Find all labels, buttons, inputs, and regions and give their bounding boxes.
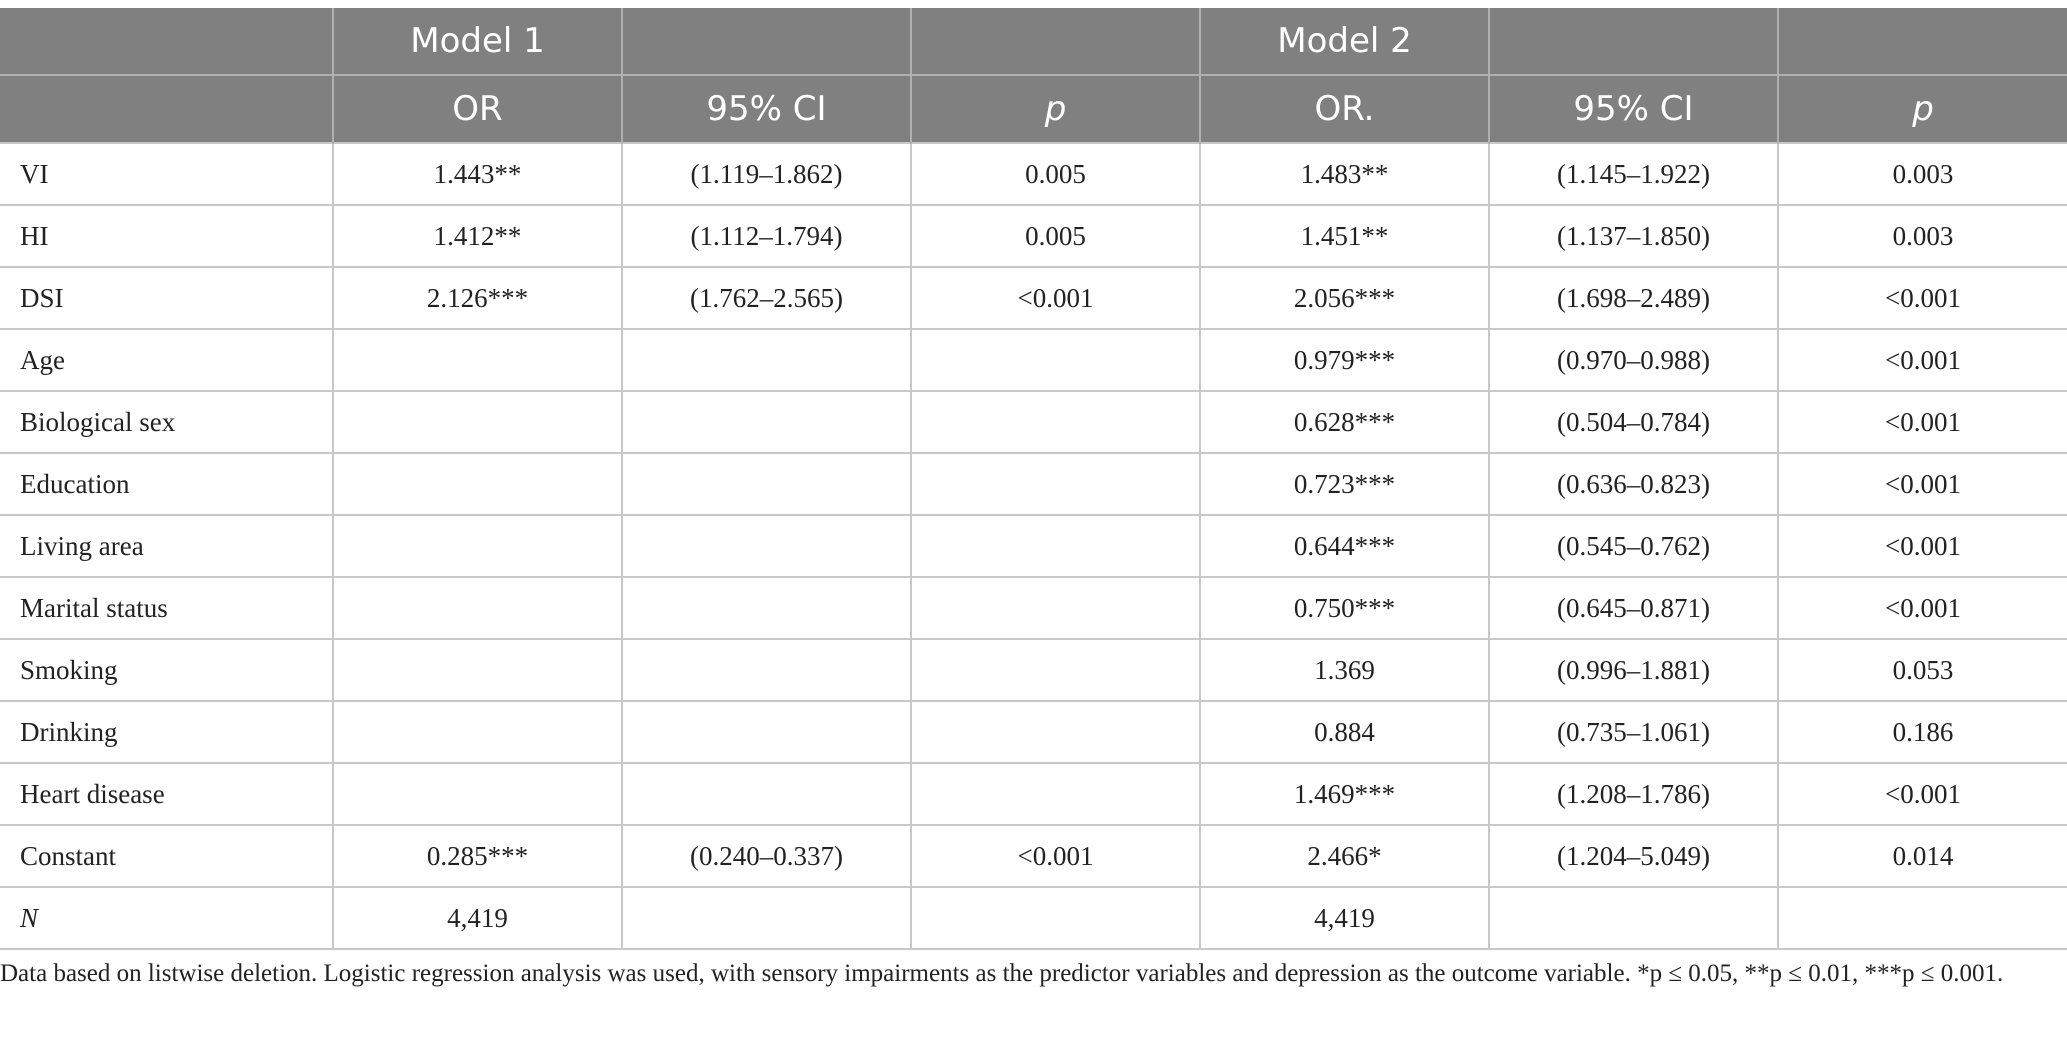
table-row	[0, 763, 2067, 825]
table-row	[0, 329, 2067, 391]
ci-header: 95% CI	[1489, 75, 1778, 143]
table-cell: 0.005	[911, 143, 1200, 205]
table-cell: 1.469***	[1200, 763, 1489, 825]
table-cell: 0.186	[1778, 701, 2067, 763]
table-cell: 1.369	[1200, 639, 1489, 701]
table-row	[0, 143, 2067, 205]
table-cell	[333, 515, 622, 577]
table-cell: 2.466*	[1200, 825, 1489, 887]
table-cell: 0.644***	[1200, 515, 1489, 577]
row-label: Drinking	[0, 701, 333, 763]
table-cell	[622, 391, 911, 453]
row-label: HI	[0, 205, 333, 267]
header-cell	[1778, 8, 2067, 75]
table-cell: 0.979***	[1200, 329, 1489, 391]
table-cell: (1.698–2.489)	[1489, 267, 1778, 329]
table-cell	[911, 329, 1200, 391]
table-cell	[1489, 887, 1778, 949]
row-label: Age	[0, 329, 333, 391]
table-cell: 0.014	[1778, 825, 2067, 887]
table-cell: 0.723***	[1200, 453, 1489, 515]
table-cell	[622, 329, 911, 391]
table-cell	[911, 887, 1200, 949]
table-cell: <0.001	[1778, 267, 2067, 329]
regression-table-container	[0, 8, 2067, 950]
table-cell	[333, 639, 622, 701]
table-cell: (0.636–0.823)	[1489, 453, 1778, 515]
table-cell: 2.056***	[1200, 267, 1489, 329]
table-cell: (0.970–0.988)	[1489, 329, 1778, 391]
header-cell	[0, 75, 333, 143]
row-label: Living area	[0, 515, 333, 577]
table-cell	[622, 577, 911, 639]
table-cell: <0.001	[1778, 577, 2067, 639]
p-header: p	[1778, 75, 2067, 143]
row-label: VI	[0, 143, 333, 205]
table-cell: 0.628***	[1200, 391, 1489, 453]
table-header	[0, 8, 2067, 143]
table-cell	[622, 639, 911, 701]
table-cell	[911, 763, 1200, 825]
table-row	[0, 267, 2067, 329]
table-row	[0, 887, 2067, 949]
table-cell: (1.208–1.786)	[1489, 763, 1778, 825]
table-cell: <0.001	[1778, 391, 2067, 453]
table-cell: (1.145–1.922)	[1489, 143, 1778, 205]
table-cell	[333, 391, 622, 453]
table-cell: <0.001	[1778, 453, 2067, 515]
table-cell: <0.001	[1778, 329, 2067, 391]
row-label: Biological sex	[0, 391, 333, 453]
header-row-models	[0, 8, 2067, 75]
table-row	[0, 453, 2067, 515]
table-cell: (0.735–1.061)	[1489, 701, 1778, 763]
table-cell: (1.112–1.794)	[622, 205, 911, 267]
row-label: Heart disease	[0, 763, 333, 825]
table-cell: (1.204–5.049)	[1489, 825, 1778, 887]
table-row	[0, 577, 2067, 639]
table-row	[0, 639, 2067, 701]
header-row-stats	[0, 75, 2067, 143]
table-cell: 0.750***	[1200, 577, 1489, 639]
table-cell	[333, 701, 622, 763]
table-row	[0, 515, 2067, 577]
table-cell	[911, 639, 1200, 701]
table-cell	[333, 763, 622, 825]
table-cell: 0.005	[911, 205, 1200, 267]
table-cell	[911, 701, 1200, 763]
table-cell: 4,419	[1200, 887, 1489, 949]
table-cell: 0.003	[1778, 143, 2067, 205]
header-cell	[1489, 8, 1778, 75]
table-cell: <0.001	[911, 267, 1200, 329]
table-body	[0, 143, 2067, 949]
row-label: Smoking	[0, 639, 333, 701]
header-cell	[911, 8, 1200, 75]
row-label: Constant	[0, 825, 333, 887]
table-cell: (0.645–0.871)	[1489, 577, 1778, 639]
table-cell	[333, 577, 622, 639]
table-cell: 0.003	[1778, 205, 2067, 267]
table-cell: 1.451**	[1200, 205, 1489, 267]
table-cell: 1.443**	[333, 143, 622, 205]
row-label: Marital status	[0, 577, 333, 639]
header-cell	[0, 8, 333, 75]
table-cell	[333, 329, 622, 391]
row-label: Education	[0, 453, 333, 515]
table-cell: <0.001	[1778, 763, 2067, 825]
table-cell: 1.412**	[333, 205, 622, 267]
table-cell: (0.996–1.881)	[1489, 639, 1778, 701]
table-cell	[622, 887, 911, 949]
regression-table	[0, 8, 2067, 950]
ci-header: 95% CI	[622, 75, 911, 143]
table-cell: (1.119–1.862)	[622, 143, 911, 205]
table-cell	[622, 453, 911, 515]
header-cell	[622, 8, 911, 75]
table-cell: 2.126***	[333, 267, 622, 329]
table-row	[0, 825, 2067, 887]
table-cell	[911, 577, 1200, 639]
or-header: OR	[333, 75, 622, 143]
table-cell: (0.240–0.337)	[622, 825, 911, 887]
table-cell: 0.884	[1200, 701, 1489, 763]
table-cell	[911, 515, 1200, 577]
table-cell: (1.137–1.850)	[1489, 205, 1778, 267]
table-cell	[622, 515, 911, 577]
table-cell: (0.504–0.784)	[1489, 391, 1778, 453]
row-label: DSI	[0, 267, 333, 329]
table-cell	[1778, 887, 2067, 949]
table-cell	[333, 453, 622, 515]
row-label: N	[0, 887, 333, 949]
p-header: p	[911, 75, 1200, 143]
table-cell: 0.285***	[333, 825, 622, 887]
model-1-header: Model 1	[333, 8, 622, 75]
table-footnote: Data based on listwise deletion. Logistic regression analysis was used, with sensory impairments as the predictor variables and depression as the outcome variable. *p ≤ 0.05, **p ≤ 0.01, ***p ≤ 0.001.	[0, 960, 2004, 987]
table-row	[0, 701, 2067, 763]
table-cell: 0.053	[1778, 639, 2067, 701]
table-cell: (1.762–2.565)	[622, 267, 911, 329]
table-cell	[622, 701, 911, 763]
table-cell: 4,419	[333, 887, 622, 949]
table-cell	[911, 391, 1200, 453]
table-cell: <0.001	[1778, 515, 2067, 577]
table-cell	[622, 763, 911, 825]
table-row	[0, 391, 2067, 453]
table-cell	[911, 453, 1200, 515]
table-cell: <0.001	[911, 825, 1200, 887]
model-2-header: Model 2	[1200, 8, 1489, 75]
or-header: OR.	[1200, 75, 1489, 143]
table-row	[0, 205, 2067, 267]
table-cell: (0.545–0.762)	[1489, 515, 1778, 577]
table-cell: 1.483**	[1200, 143, 1489, 205]
